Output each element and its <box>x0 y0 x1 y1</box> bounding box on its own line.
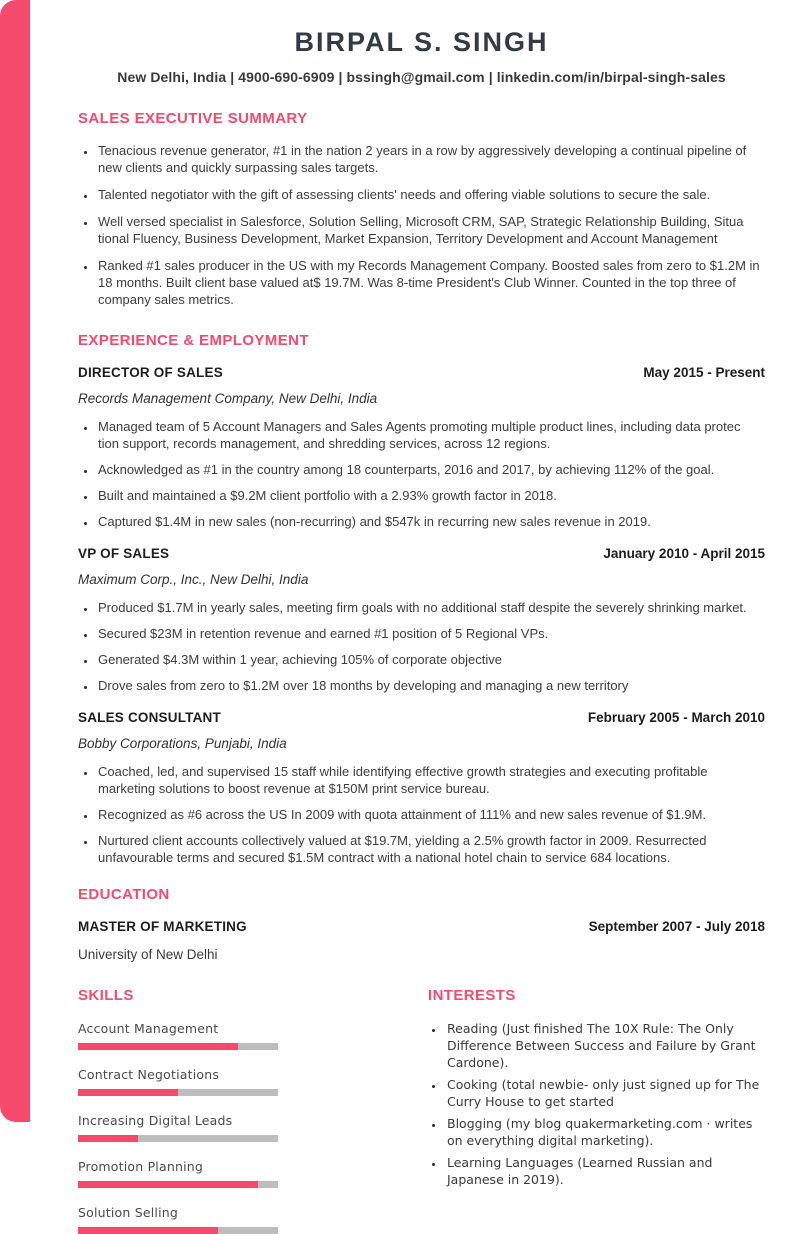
job-dates: January 2010 - April 2015 <box>603 546 765 561</box>
job-header <box>78 365 765 380</box>
skill-label: Solution Selling <box>78 1205 178 1220</box>
job-entry <box>78 365 765 530</box>
skill-label: Promotion Planning <box>78 1159 204 1174</box>
candidate-name: BIRPAL S. SINGH <box>294 27 549 57</box>
section-title-interests: INTERESTS <box>428 987 516 1004</box>
skill-bar-fill <box>78 1181 258 1188</box>
skill-bar <box>78 1227 278 1234</box>
job-bullet: • Captured $1.4M in new sales (non-recurring) and $547k in recurring new sales revenue in 2019. <box>96 513 765 530</box>
skill-bar <box>78 1181 278 1188</box>
accent-stripe <box>0 0 30 1122</box>
job-bullet: • Coached, led, and supervised 15 staff while identifying effective growth strategies and executing profitable marketing solutions to boost revenue at $150M print service bureau. <box>96 763 765 797</box>
skill-bar <box>78 1135 278 1142</box>
section-title-experience: EXPERIENCE & EMPLOYMENT <box>78 332 309 349</box>
job-bullet: • Built and maintained a $9.2M client portfolio with a 2.93% growth factor in 2018. <box>96 487 765 504</box>
summary-bullet-list <box>78 142 765 308</box>
section-title-skills: SKILLS <box>78 987 134 1004</box>
skill-item <box>78 1113 278 1142</box>
section-experience <box>78 332 765 866</box>
resume-content <box>78 0 765 1234</box>
job-bullet: • Recognized as #6 across the US In 2009 with quota attainment of 111% and new sales revenue of $1.9M. <box>96 806 765 823</box>
job-entry <box>78 546 765 694</box>
job-bullet: • Nurtured client accounts collectively valued at $19.7M, yielding a 2.5% growth factor in 2009. Resurrected unfavourable terms and secured $1.5M contract with a national hotel chain to service 684 locations. <box>96 832 765 866</box>
bottom-columns <box>78 987 765 1234</box>
job-bullet-list <box>78 418 765 530</box>
job-header <box>78 710 765 725</box>
resume-header <box>78 0 765 85</box>
job-bullet: • Drove sales from zero to $1.2M over 18 months by developing and managing a new territory <box>96 677 765 694</box>
section-summary <box>78 110 765 308</box>
job-entry <box>78 710 765 866</box>
skill-bar <box>78 1089 278 1096</box>
section-title-summary: SALES EXECUTIVE SUMMARY <box>78 110 308 127</box>
job-header <box>78 546 765 561</box>
job-title: SALES CONSULTANT <box>78 710 221 725</box>
job-dates: May 2015 - Present <box>643 365 765 380</box>
job-bullet: • Produced $1.7M in yearly sales, meeting firm goals with no additional staff despite the severely shrinking market. <box>96 599 765 616</box>
job-bullet: • Acknowledged as #1 in the country among 18 counterparts, 2016 and 2017, by achieving 112% of the goal. <box>96 461 765 478</box>
summary-bullet: • Ranked #1 sales producer in the US with my Records Management Company. Boosted sales from zero to $1.2M in 18 months. Built client base valued at$ 19.7M. Was 8-time President's Club Winner. Counted in the top three of company sales metrics. <box>96 257 765 308</box>
job-company: Maximum Corp., Inc., New Delhi, India <box>78 572 309 587</box>
skill-label: Increasing Digital Leads <box>78 1113 233 1128</box>
job-title: VP OF SALES <box>78 546 170 561</box>
school-name: University of New Delhi <box>78 947 218 962</box>
interests-bullet-list <box>428 1020 765 1188</box>
job-dates: February 2005 - March 2010 <box>587 710 765 725</box>
education-header <box>78 919 765 934</box>
interest-bullet: • Reading (Just finished The 10X Rule: The Only Difference Between Success and Failure by Grant Cardone). <box>444 1020 765 1071</box>
job-bullet-list <box>78 599 765 694</box>
skill-bar-fill <box>78 1089 178 1096</box>
skill-item <box>78 1021 278 1050</box>
skill-label: Contract Negotiations <box>78 1067 220 1082</box>
skill-label: Account Management <box>78 1021 219 1036</box>
job-bullet: • Generated $4.3M within 1 year, achieving 105% of corporate objective <box>96 651 765 668</box>
job-bullet-list <box>78 763 765 866</box>
job-bullet: • Secured $23M in retention revenue and earned #1 position of 5 Regional VPs. <box>96 625 765 642</box>
summary-bullet: • Talented negotiator with the gift of assessing clients' needs and offering viable solutions to secure the sale. <box>96 186 765 203</box>
interest-bullet: • Learning Languages (Learned Russian and Japanese in 2019). <box>444 1154 765 1188</box>
job-bullet: • Managed team of 5 Account Managers and Sales Agents promoting multiple product lines, including data protec tion support, records management, and shredding services, across 12 regions. <box>96 418 765 452</box>
skill-item <box>78 1159 278 1188</box>
section-skills <box>78 987 278 1234</box>
job-title: DIRECTOR OF SALES <box>78 365 223 380</box>
skill-bar-fill <box>78 1135 138 1142</box>
job-company: Records Management Company, New Delhi, India <box>78 391 378 406</box>
skill-bar <box>78 1043 278 1050</box>
degree-title: MASTER OF MARKETING <box>78 919 247 934</box>
interest-bullet: • Cooking (total newbie- only just signed up for The Curry House to get started <box>444 1076 765 1110</box>
contact-line: New Delhi, India | 4900-690-6909 | bssingh@gmail.com | linkedin.com/in/birpal-singh-sales <box>117 69 726 85</box>
degree-dates: September 2007 - July 2018 <box>588 919 765 934</box>
summary-bullet: • Tenacious revenue generator, #1 in the nation 2 years in a row by aggressively developing a continual pipeline of new clients and quickly surpassing sales targets. <box>96 142 765 176</box>
skill-bar-fill <box>78 1227 218 1234</box>
job-company: Bobby Corporations, Punjabi, India <box>78 736 287 751</box>
section-interests <box>428 987 765 1234</box>
skill-item <box>78 1205 278 1234</box>
summary-bullet: • Well versed specialist in Salesforce, Solution Selling, Microsoft CRM, SAP, Strategic Relationship Building, Situa tional Fluency, Business Development, Market Expansion, Territory Development and Account Management <box>96 213 765 247</box>
skill-item <box>78 1067 278 1096</box>
skill-bar-fill <box>78 1043 238 1050</box>
interest-bullet: • Blogging (my blog quakermarketing.com · writes on everything digital marketing). <box>444 1115 765 1149</box>
section-education <box>78 886 765 962</box>
section-title-education: EDUCATION <box>78 886 170 903</box>
